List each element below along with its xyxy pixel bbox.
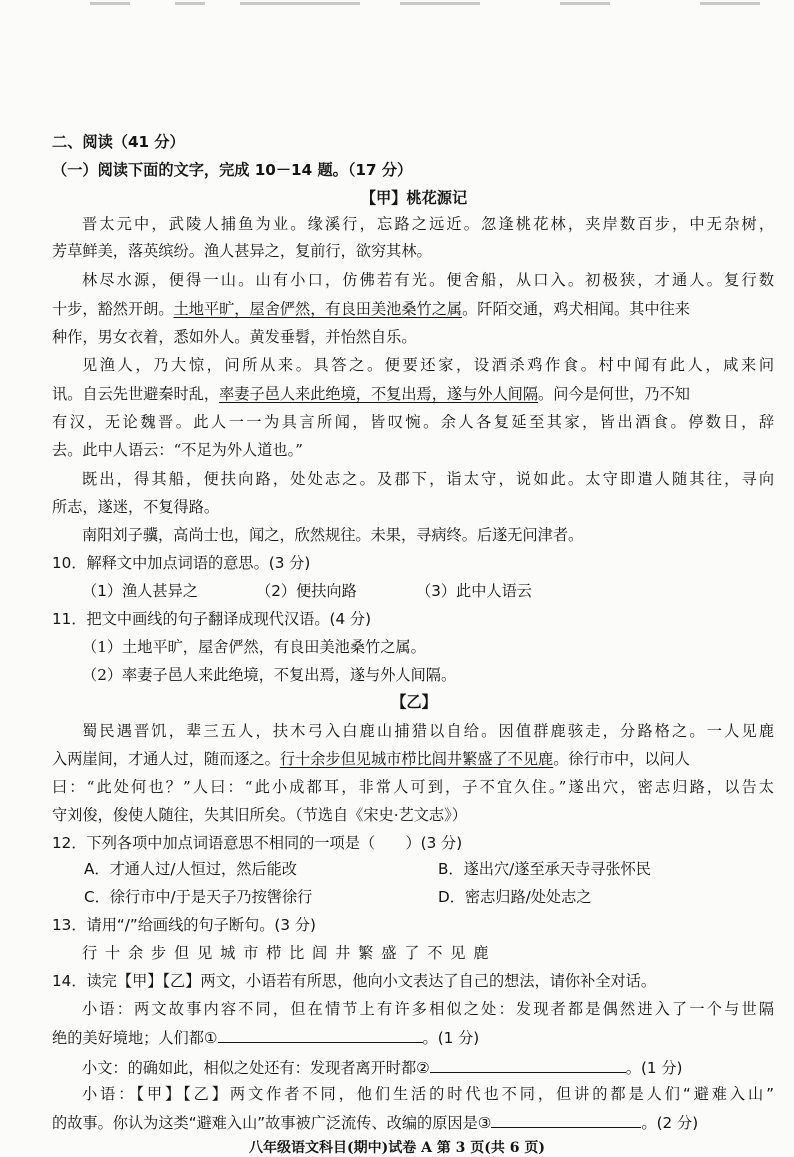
question-13-sentence: 行 十 余 步 但 见 城 市 栉 比 闾 井 繁 盛 了 不 见 鹿 — [82, 944, 490, 962]
jia-para-5: 南阳刘子骥，高尚士也，闻之，欣然规往。未果，寻病终。后遂无问津者。 — [82, 526, 584, 544]
question-12-option-b: B．遂出穴/遂至承天寺寻张怀民 — [438, 860, 651, 878]
jia-para-3-line-3: 有汉，无论魏晋。此人一一为具言所闻，皆叹惋。余人各复延至其家，皆出酒食。停数日，辞 — [52, 413, 774, 431]
part-one-instruction: （一）阅读下面的文字，完成 10－14 题。（17 分） — [52, 161, 413, 179]
underlined-sentence-3: 行十余步但见城市栉比闾井繁盛了不见鹿 — [279, 750, 554, 768]
question-12-option-d: D．密志归路/处处志之 — [438, 888, 592, 906]
jia-para-2-line-1: 林尽水源，便得一山。山有小口，仿佛若有光。便舍船，从口入。初极狭，才通人。复行数 — [82, 271, 774, 289]
question-14-stem: 14．读完【甲】【乙】两文，小语若有所思，他向小文表达了自己的想法，请你补全对话。 — [52, 972, 657, 990]
answer-blank-1[interactable] — [218, 1027, 423, 1043]
question-12-option-a: A．才通人过/人恒过，然后能改 — [84, 860, 297, 878]
underlined-sentence-2: 率妻子邑人来此绝境，不复出焉，遂与外人间隔 — [219, 385, 538, 403]
yi-line-4: 守刘俊，俊使人随往，失其旧所矣。（节选自《宋史·艺文志》） — [52, 806, 467, 824]
jia-para-4-line-2: 所志，遂迷，不复得路。 — [52, 498, 220, 516]
jia-para-4-line-1: 既出，得其船，便扶向路，处处志之。及郡下，诣太守，说如此。太守即遣人随其往，寻向 — [82, 470, 774, 488]
jia-para-2-line-2: 十步，豁然开朗。土地平旷，屋舍俨然，有良田美池桑竹之属。阡陌交通，鸡犬相闻。其中往来 — [52, 300, 690, 318]
question-14-line-5: 的故事。你认为这类“避难入山”故事被广泛流传、改编的原因是③ 。(2 分) — [52, 1114, 699, 1132]
question-13-stem: 13．请用“/”给画线的句子断句。(3 分) — [52, 916, 316, 934]
question-14-line-2: 绝的美好境地；人们都① 。(1 分) — [52, 1029, 480, 1047]
jia-title: 【甲】桃花源记 — [360, 189, 468, 207]
answer-blank-2[interactable] — [430, 1057, 626, 1073]
jia-para-1-line-1: 晋太元中，武陵人捕鱼为业。缘溪行，忘路之远近。忽逢桃花林，夹岸数百步，中无杂树， — [82, 215, 774, 233]
question-11-stem: 11．把文中画线的句子翻译成现代汉语。(4 分) — [52, 610, 372, 628]
yi-line-3: 曰：“此处何也？”人曰：“此小成都耳，非常人可到，子不宜久住。”遂出穴，密志归路，以告太 — [52, 778, 774, 796]
top-scan-marks — [0, 0, 794, 14]
jia-para-2-line-3: 种作，男女衣着，悉如外人。黄发垂髫，并怡然自乐。 — [52, 328, 417, 346]
yi-title: 【乙】 — [391, 693, 437, 711]
question-10-stem: 10．解释文中加点词语的意思。(3 分) — [52, 554, 311, 572]
question-10-item-2: （2）便扶向路 — [256, 582, 357, 600]
question-10-item-3: （3）此中人语云 — [416, 582, 532, 600]
underlined-sentence-1: 土地平旷，屋舍俨然，有良田美池桑竹之属 — [173, 300, 463, 318]
jia-para-3-line-4: 去。此中人语云：“不足为外人道也。” — [52, 441, 303, 459]
page-footer: 八年级语文科目(期中)试卷 A 第 3 页(共 6 页) — [248, 1140, 546, 1156]
jia-para-3-line-1: 见渔人，乃大惊，问所从来。具答之。便要还家，设酒杀鸡作食。村中闻有此人，咸来问 — [82, 356, 774, 374]
question-11-sentence-2: （2）率妻子邑人来此绝境，不复出焉，遂与外人间隔。 — [82, 666, 457, 684]
question-10-item-1: （1）渔人甚异之 — [82, 582, 198, 600]
yi-line-1: 蜀民遇晋饥，辈三五人，扶木弓入白鹿山捕猎以自给。因值群鹿骇走，分路格之。一人见鹿 — [82, 722, 774, 740]
question-14-line-3: 小文：的确如此，相似之处还有：发现者离开时都② 。(1 分) — [82, 1059, 683, 1077]
question-12-option-c: C．徐行市中/于是天子乃按辔徐行 — [84, 888, 313, 906]
answer-blank-3[interactable] — [491, 1112, 641, 1128]
question-11-sentence-1: （1）土地平旷，屋舍俨然，有良田美池桑竹之属。 — [82, 638, 426, 656]
question-12-stem: 12．下列各项中加点词语意思不相同的一项是（ ）(3 分) — [52, 834, 463, 852]
jia-para-3-line-2: 讯。自云先世避秦时乱，率妻子邑人来此绝境，不复出焉，遂与外人间隔。问今是何世，乃不知 — [52, 385, 690, 403]
question-14-line-1: 小语：两文故事内容不同，但在情节上有许多相似之处：发现者都是偶然进入了一个与世隔 — [82, 1000, 774, 1018]
yi-line-2: 入两崖间，才通人过，随而逐之。行十余步但见城市栉比闾井繁盛了不见鹿。徐行市中，以问人 — [52, 750, 690, 768]
question-14-line-4: 小语：【甲】【乙】两文作者不同，他们生活的时代也不同，但讲的都是人们“避难入山” — [82, 1085, 774, 1103]
section-title: 二、阅读（41 分） — [52, 133, 185, 151]
jia-para-1-line-2: 芳草鲜美，落英缤纷。渔人甚异之，复前行，欲穷其林。 — [52, 242, 432, 260]
